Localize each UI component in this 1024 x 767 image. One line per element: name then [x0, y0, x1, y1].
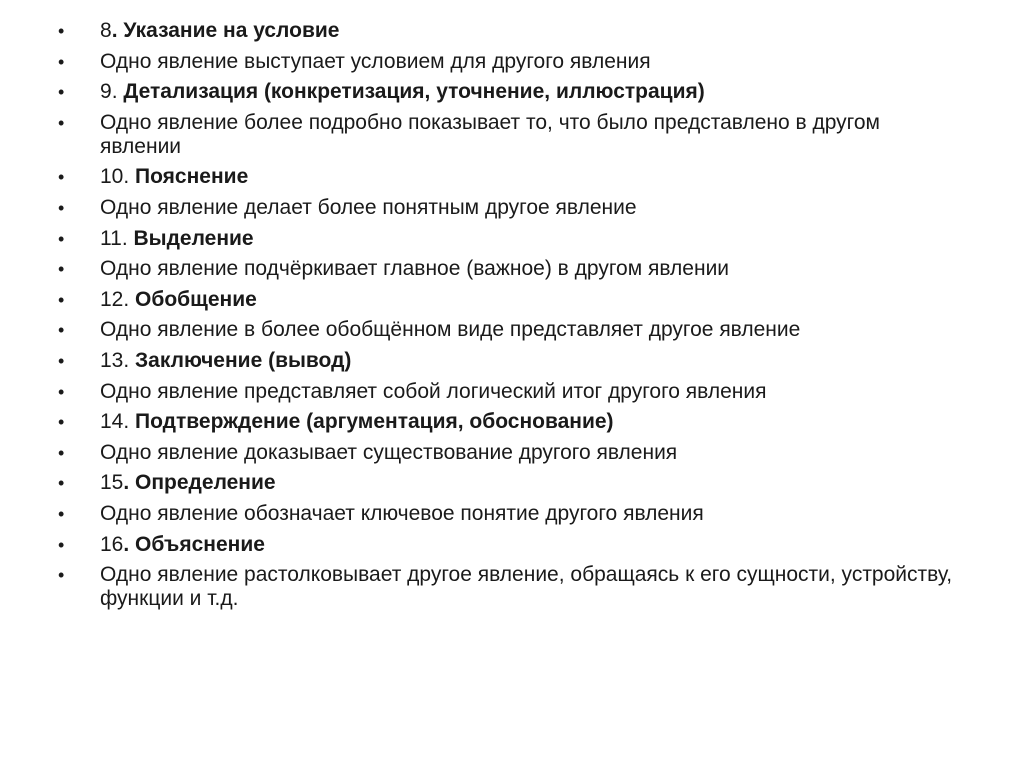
bullet-icon: •	[58, 503, 65, 524]
list-item-description	[56, 563, 956, 611]
list-item-description	[56, 380, 956, 404]
list-item-heading-12	[56, 288, 956, 312]
item-number: 16	[100, 532, 124, 556]
list-item-heading-10	[56, 165, 956, 189]
item-description: Одно явление делает более понятным другое явление	[100, 195, 637, 219]
bullet-icon: •	[58, 51, 65, 72]
list-item-heading-8	[56, 19, 956, 43]
item-title: Определение	[135, 471, 276, 495]
bullet-icon: •	[58, 534, 65, 555]
item-title: Указание на условие	[123, 19, 340, 42]
bullet-icon: •	[58, 82, 65, 103]
item-number: 11	[100, 226, 122, 250]
item-title: Выделение	[133, 226, 254, 250]
item-separator: .	[123, 410, 136, 434]
item-description: Одно явление обозначает ключевое понятие другого явления	[100, 501, 704, 525]
bullet-icon: •	[58, 473, 65, 494]
item-number: 13	[100, 348, 124, 372]
bullet-icon: •	[58, 112, 65, 133]
item-separator: .	[123, 532, 136, 556]
item-description: Одно явление в более обобщённом виде представляет другое явление	[100, 318, 801, 342]
item-description: Одно явление более подробно показывает то, что было представлено в другом явлении	[100, 110, 880, 158]
list-item-description	[56, 196, 956, 220]
item-separator: .	[111, 19, 124, 42]
item-description: Одно явление доказывает существование другого явления	[100, 440, 678, 464]
list-item-heading-14	[56, 410, 956, 434]
item-description: Одно явление выступает условием для другого явления	[100, 49, 651, 73]
item-title: Объяснение	[135, 532, 265, 556]
item-separator: .	[111, 80, 124, 104]
bullet-icon: •	[58, 320, 65, 341]
list-item-heading-13	[56, 349, 956, 373]
item-title: Детализация (конкретизация, уточнение, иллюстрация)	[123, 80, 705, 104]
list-item-description	[56, 318, 956, 342]
item-description: Одно явление растолковывает другое явление, обращаясь к его сущности, устройству, функции и т.д.	[100, 563, 953, 611]
item-separator: .	[123, 287, 136, 311]
list-item-description	[56, 257, 956, 281]
item-title: Заключение (вывод)	[135, 348, 352, 372]
list-item-description	[56, 441, 956, 465]
item-separator: .	[123, 165, 136, 189]
item-number: 12	[100, 287, 124, 311]
bullet-icon: •	[58, 565, 65, 586]
item-number: 14	[100, 410, 124, 434]
list-item-description	[56, 50, 956, 74]
bullet-icon: •	[58, 167, 65, 188]
bullet-icon: •	[58, 412, 65, 433]
bullet-list	[56, 19, 956, 618]
list-item-heading-9	[56, 80, 956, 104]
bullet-icon: •	[58, 228, 65, 249]
item-separator: .	[123, 348, 136, 372]
bullet-icon: •	[58, 259, 65, 280]
item-title: Обобщение	[135, 287, 257, 311]
item-separator: .	[123, 471, 136, 495]
list-item-heading-11	[56, 227, 956, 251]
item-title: Пояснение	[135, 165, 249, 189]
item-description: Одно явление подчёркивает главное (важное) в другом явлении	[100, 257, 730, 281]
list-item-description	[56, 502, 956, 526]
bullet-icon: •	[58, 197, 65, 218]
item-number: 15	[100, 471, 124, 495]
item-number: 8	[100, 19, 112, 42]
item-separator: .	[121, 226, 134, 250]
list-item-heading-15	[56, 471, 956, 495]
bullet-icon: •	[58, 21, 65, 41]
item-number: 10	[100, 165, 124, 189]
bullet-icon: •	[58, 381, 65, 402]
bullet-icon: •	[58, 350, 65, 371]
bullet-icon: •	[58, 442, 65, 463]
item-number: 9	[100, 80, 112, 104]
item-description: Одно явление представляет собой логический итог другого явления	[100, 379, 767, 403]
item-title: Подтверждение (аргументация, обоснование)	[135, 410, 614, 434]
list-item-heading-16	[56, 533, 956, 557]
list-item-description	[56, 111, 956, 159]
bullet-icon: •	[58, 289, 65, 310]
